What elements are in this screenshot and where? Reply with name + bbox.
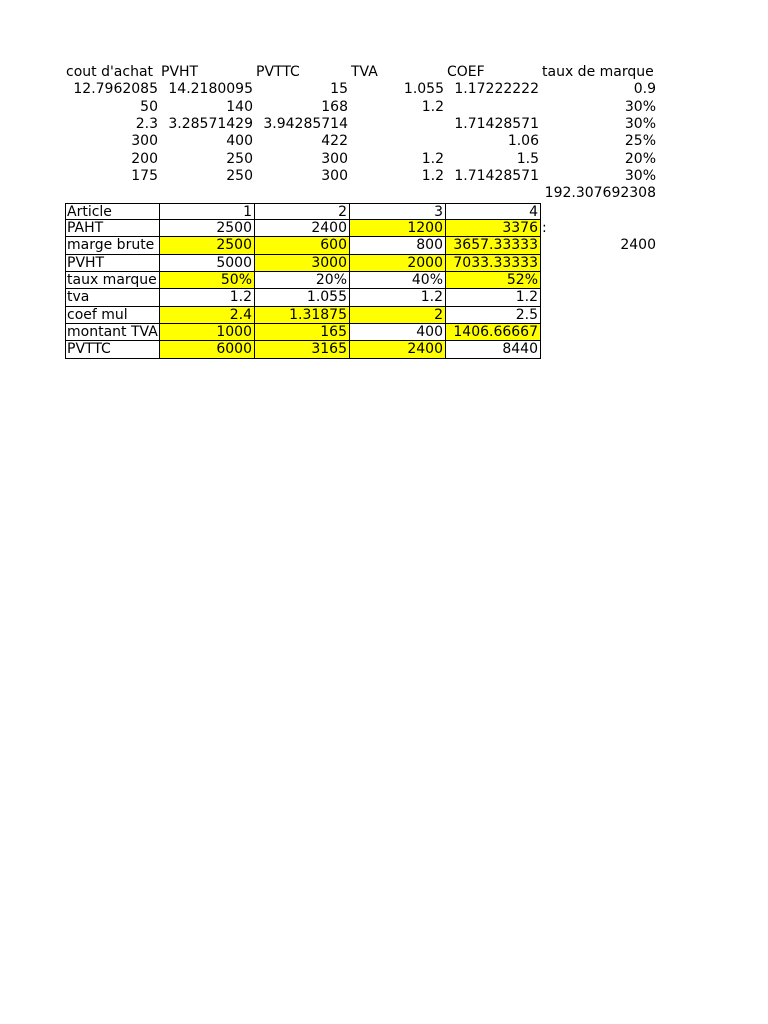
header-article-1: 1 <box>160 203 255 220</box>
header-article-4: 4 <box>446 203 541 220</box>
cell-C16: 165 <box>255 324 350 341</box>
cell-F10-note: : <box>542 219 547 236</box>
cell-E10: 3376 <box>446 220 541 237</box>
cell-B16: 1000 <box>160 324 255 341</box>
cell-B13: 50% <box>160 272 255 289</box>
cell-E7: 1.71428571 <box>454 167 539 184</box>
cell-D7: 1.2 <box>421 167 444 184</box>
cell-D14: 1.2 <box>350 289 446 306</box>
cell-E17: 8440 <box>446 341 541 358</box>
cell-C2: 15 <box>330 81 348 98</box>
cell-A2: 12.7962085 <box>73 81 158 98</box>
row-label-coef-mul: coef mul <box>65 307 160 324</box>
cell-B11: 2500 <box>160 237 255 254</box>
cell-C7: 300 <box>321 167 348 184</box>
cell-B4: 3.28571429 <box>168 115 253 132</box>
cell-A5: 300 <box>131 133 158 150</box>
header-tva: TVA <box>351 64 378 80</box>
header-cout-achat: cout d'achat <box>66 64 154 80</box>
cell-F7: 30% <box>624 167 656 184</box>
cell-E3 <box>446 99 541 116</box>
row-label-tva: tva <box>65 289 160 306</box>
cell-B3: 140 <box>226 98 253 115</box>
cell-A7: 175 <box>131 167 158 184</box>
cell-D10: 1200 <box>350 220 446 237</box>
cell-D11: 800 <box>350 237 446 254</box>
cell-A3: 50 <box>140 98 158 115</box>
row-label-pvttc: PVTTC <box>65 341 160 358</box>
cell-B14: 1.2 <box>160 289 255 306</box>
cell-C5: 422 <box>321 133 348 150</box>
cell-C4: 3.94285714 <box>263 115 348 132</box>
cell-B15: 2.4 <box>160 307 255 324</box>
cell-E6: 1.5 <box>516 150 539 167</box>
cell-C11: 600 <box>255 237 350 254</box>
header-coef: COEF <box>447 64 485 80</box>
cell-C13: 20% <box>255 272 350 289</box>
cell-B7: 250 <box>226 167 253 184</box>
cell-F2: 0.9 <box>633 81 656 98</box>
cell-F8-result: 192.307692308 <box>544 185 656 202</box>
cell-C3: 168 <box>321 98 348 115</box>
cell-C17: 3165 <box>255 341 350 358</box>
row-label-paht: PAHT <box>65 220 160 237</box>
cell-D4 <box>350 116 446 133</box>
cell-F5: 25% <box>624 133 656 150</box>
cell-B12: 5000 <box>160 255 255 272</box>
row-label-taux-marque: taux marque <box>65 272 160 289</box>
cell-B2: 14.2180095 <box>168 81 253 98</box>
cell-E14: 1.2 <box>446 289 541 306</box>
cell-C15: 1.31875 <box>255 307 350 324</box>
cell-E13: 52% <box>446 272 541 289</box>
header-pvht: PVHT <box>161 64 199 80</box>
cell-B6: 250 <box>226 150 253 167</box>
row-label-montant-tva: montant TVA <box>65 324 160 341</box>
cell-A6: 200 <box>131 150 158 167</box>
header-article: Article <box>65 203 160 220</box>
cell-E11: 3657.33333 <box>446 237 541 254</box>
cell-B17: 6000 <box>160 341 255 358</box>
cell-D5 <box>350 133 446 150</box>
header-taux-de-marque: taux de marque <box>542 64 654 80</box>
cell-C10: 2400 <box>255 220 350 237</box>
cell-B10: 2500 <box>160 220 255 237</box>
cell-A4: 2.3 <box>135 115 158 132</box>
cell-D13: 40% <box>350 272 446 289</box>
cell-C6: 300 <box>321 150 348 167</box>
cell-D16: 400 <box>350 324 446 341</box>
cell-D2: 1.055 <box>403 81 444 98</box>
row-label-pvht: PVHT <box>65 255 160 272</box>
cell-E12: 7033.33333 <box>446 255 541 272</box>
cell-F4: 30% <box>624 115 656 132</box>
cell-D17: 2400 <box>350 341 446 358</box>
cell-C12: 3000 <box>255 255 350 272</box>
cell-F3: 30% <box>624 98 656 115</box>
cell-B5: 400 <box>226 133 253 150</box>
cell-F11-note: 2400 <box>620 237 656 254</box>
cell-D15: 2 <box>350 307 446 324</box>
cell-E5: 1.06 <box>507 133 539 150</box>
row-label-marge-brute: marge brute <box>65 237 160 254</box>
cell-E4: 1.71428571 <box>454 115 539 132</box>
cell-D6: 1.2 <box>421 150 444 167</box>
cell-F6: 20% <box>624 150 656 167</box>
cell-E16: 1406.66667 <box>446 324 541 341</box>
cell-E2: 1.17222222 <box>454 81 539 98</box>
header-article-3: 3 <box>350 203 446 220</box>
header-pvttc: PVTTC <box>256 64 300 80</box>
cell-D3: 1.2 <box>421 98 444 115</box>
cell-E15: 2.5 <box>446 307 541 324</box>
header-article-2: 2 <box>255 203 350 220</box>
cell-D12: 2000 <box>350 255 446 272</box>
spreadsheet-page <box>65 64 658 359</box>
cell-C14: 1.055 <box>255 289 350 306</box>
